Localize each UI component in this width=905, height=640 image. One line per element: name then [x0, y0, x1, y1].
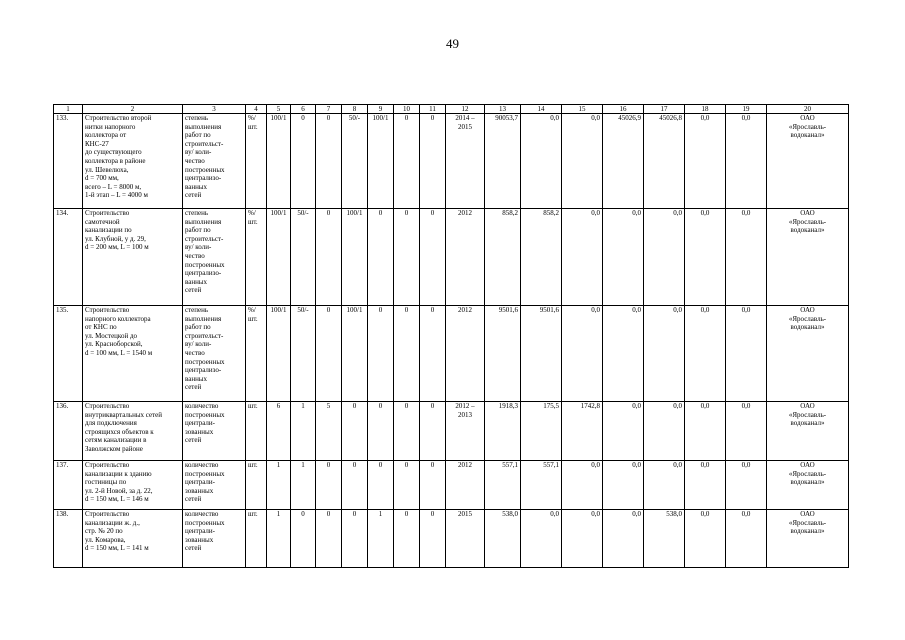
value-2016-cell: 0: [394, 114, 420, 209]
unit-cell: %/ шт.: [246, 114, 267, 209]
indicator-name-cell: степень выполнения работ по строительст- ву/ коли- чество построенных централизо- ванных сетей: [183, 306, 246, 402]
funding-2013-cell: 0,0: [562, 510, 603, 568]
value-2014-cell: 0: [342, 461, 368, 510]
funding-total-cell: 557,1: [485, 461, 521, 510]
column-number: 18: [685, 105, 726, 114]
column-number: 13: [485, 105, 521, 114]
row-number-cell: 134.: [54, 209, 83, 306]
funding-2012-cell: 9501,6: [521, 306, 562, 402]
table-row: [54, 209, 849, 306]
value-2012-cell: 0: [291, 114, 316, 209]
column-number: 3: [183, 105, 246, 114]
value-2012-cell: 0: [291, 510, 316, 568]
value-2015-cell: 0: [368, 306, 394, 402]
funding-2012-cell: 0,0: [521, 510, 562, 568]
column-number: 16: [603, 105, 644, 114]
column-number: 15: [562, 105, 603, 114]
funding-total-cell: 9501,6: [485, 306, 521, 402]
funding-2015-cell: 0,0: [644, 402, 685, 461]
value-2013-cell: 0: [316, 114, 342, 209]
value-2016-cell: 0: [394, 209, 420, 306]
row-number-cell: 133.: [54, 114, 83, 209]
table-row: [54, 402, 849, 461]
unit-cell: шт.: [246, 402, 267, 461]
funding-2013-cell: 0,0: [562, 461, 603, 510]
table-row: [54, 461, 849, 510]
value-2012-cell: 50/-: [291, 306, 316, 402]
value-2015-cell: 1: [368, 510, 394, 568]
measure-name-cell: Строительство самотечной канализации по ул. Клубной, у д. 29, d = 200 мм, L = 100 м: [83, 209, 183, 306]
value-2014-cell: 100/1: [342, 209, 368, 306]
value-2013-cell: 0: [316, 306, 342, 402]
value-2015-cell: 0: [368, 461, 394, 510]
funding-2012-cell: 557,1: [521, 461, 562, 510]
table-row: [54, 510, 849, 568]
funding-2017-cell: 0,0: [726, 461, 767, 510]
column-number: 4: [246, 105, 267, 114]
indicator-name-cell: количество построенных централи- зованных сетей: [183, 402, 246, 461]
column-number: 6: [291, 105, 316, 114]
funding-2017-cell: 0,0: [726, 209, 767, 306]
value-2013-cell: 0: [316, 510, 342, 568]
value-2014-cell: 0: [342, 402, 368, 461]
funding-2016-cell: 0,0: [685, 510, 726, 568]
period-cell: 2012: [446, 461, 485, 510]
column-number: 20: [767, 105, 849, 114]
indicator-name-cell: количество построенных централи- зованных сетей: [183, 461, 246, 510]
funding-2014-cell: 0,0: [603, 209, 644, 306]
value-2014-cell: 100/1: [342, 306, 368, 402]
indicator-name-cell: количество построенных централи- зованных сетей: [183, 510, 246, 568]
funding-2012-cell: 0,0: [521, 114, 562, 209]
funding-2015-cell: 0,0: [644, 306, 685, 402]
funding-2013-cell: 0,0: [562, 114, 603, 209]
measure-name-cell: Строительство второй нитки напорного коллектора от КНС-27 до существующего коллектора в районе ул. Шевелюха, d = 700 мм, всего – L = 8000 м, 1-й этап – L = 4000 м: [83, 114, 183, 209]
column-number-row: [54, 105, 849, 114]
column-number: 9: [368, 105, 394, 114]
executor-cell: ОАО «Ярославль- водоканал»: [767, 114, 849, 209]
value-2016-cell: 0: [394, 461, 420, 510]
target-value-cell: 1: [267, 510, 291, 568]
funding-2017-cell: 0,0: [726, 510, 767, 568]
value-2017-cell: 0: [420, 209, 446, 306]
executor-cell: ОАО «Ярославль- водоканал»: [767, 510, 849, 568]
measure-name-cell: Строительство канализации к зданию гостиницы по ул. 2-й Новой, за д. 22, d = 150 мм, L = 146 м: [83, 461, 183, 510]
funding-total-cell: 538,0: [485, 510, 521, 568]
value-2015-cell: 0: [368, 209, 394, 306]
column-number: 11: [420, 105, 446, 114]
measure-name-cell: Строительство напорного коллектора от КНС по ул. Мостецкой до ул. Красноборской, d = 100 мм, L = 1540 м: [83, 306, 183, 402]
executor-cell: ОАО «Ярославль- водоканал»: [767, 461, 849, 510]
target-value-cell: 100/1: [267, 114, 291, 209]
period-cell: 2012: [446, 306, 485, 402]
value-2016-cell: 0: [394, 402, 420, 461]
funding-2016-cell: 0,0: [685, 461, 726, 510]
executor-cell: ОАО «Ярославль- водоканал»: [767, 306, 849, 402]
funding-2016-cell: 0,0: [685, 114, 726, 209]
value-2017-cell: 0: [420, 114, 446, 209]
funding-total-cell: 858,2: [485, 209, 521, 306]
funding-2012-cell: 175,5: [521, 402, 562, 461]
value-2014-cell: 0: [342, 510, 368, 568]
row-number-cell: 135.: [54, 306, 83, 402]
unit-cell: шт.: [246, 510, 267, 568]
value-2017-cell: 0: [420, 510, 446, 568]
row-number-cell: 136.: [54, 402, 83, 461]
value-2015-cell: 0: [368, 402, 394, 461]
value-2013-cell: 0: [316, 209, 342, 306]
funding-2014-cell: 45026,9: [603, 114, 644, 209]
indicator-name-cell: степень выполнения работ по строительст- ву/ коли- чество построенных централизо- ванных сетей: [183, 114, 246, 209]
value-2012-cell: 50/-: [291, 209, 316, 306]
unit-cell: %/ шт.: [246, 306, 267, 402]
target-value-cell: 6: [267, 402, 291, 461]
funding-2017-cell: 0,0: [726, 402, 767, 461]
funding-2015-cell: 45026,8: [644, 114, 685, 209]
period-cell: 2012: [446, 209, 485, 306]
funding-total-cell: 90053,7: [485, 114, 521, 209]
column-number: 2: [83, 105, 183, 114]
target-value-cell: 100/1: [267, 306, 291, 402]
column-number: 14: [521, 105, 562, 114]
funding-2012-cell: 858,2: [521, 209, 562, 306]
executor-cell: ОАО «Ярославль- водоканал»: [767, 402, 849, 461]
value-2017-cell: 0: [420, 402, 446, 461]
value-2016-cell: 0: [394, 510, 420, 568]
funding-2017-cell: 0,0: [726, 114, 767, 209]
period-cell: 2012 – 2013: [446, 402, 485, 461]
funding-2016-cell: 0,0: [685, 402, 726, 461]
funding-2014-cell: 0,0: [603, 306, 644, 402]
unit-cell: %/ шт.: [246, 209, 267, 306]
target-value-cell: 1: [267, 461, 291, 510]
value-2016-cell: 0: [394, 306, 420, 402]
measure-name-cell: Строительство канализации ж. д., стр. № 20 по ул. Комарова, d = 150 мм, L = 141 м: [83, 510, 183, 568]
funding-2017-cell: 0,0: [726, 306, 767, 402]
value-2012-cell: 1: [291, 402, 316, 461]
value-2012-cell: 1: [291, 461, 316, 510]
indicator-name-cell: степень выполнения работ по строительст- ву/ коли- чество построенных централизо- ванных сетей: [183, 209, 246, 306]
value-2014-cell: 50/-: [342, 114, 368, 209]
funding-2014-cell: 0,0: [603, 402, 644, 461]
measure-name-cell: Строительство внутриквартальных сетей для подключения строящихся объектов к сетям канализации в Заволжском районе: [83, 402, 183, 461]
page-number: 49: [446, 36, 459, 51]
column-number: 17: [644, 105, 685, 114]
funding-total-cell: 1918,3: [485, 402, 521, 461]
funding-2014-cell: 0,0: [603, 461, 644, 510]
unit-cell: шт.: [246, 461, 267, 510]
period-cell: 2015: [446, 510, 485, 568]
executor-cell: ОАО «Ярославль- водоканал»: [767, 209, 849, 306]
column-number: 7: [316, 105, 342, 114]
column-number: 10: [394, 105, 420, 114]
program-table: [53, 104, 849, 568]
table-row: [54, 114, 849, 209]
funding-2016-cell: 0,0: [685, 306, 726, 402]
period-cell: 2014 – 2015: [446, 114, 485, 209]
funding-2015-cell: 0,0: [644, 209, 685, 306]
column-number: 12: [446, 105, 485, 114]
funding-2013-cell: 0,0: [562, 306, 603, 402]
table-row: [54, 306, 849, 402]
funding-2013-cell: 1742,8: [562, 402, 603, 461]
funding-2015-cell: 538,0: [644, 510, 685, 568]
row-number-cell: 138.: [54, 510, 83, 568]
value-2015-cell: 100/1: [368, 114, 394, 209]
column-number: 1: [54, 105, 83, 114]
value-2017-cell: 0: [420, 306, 446, 402]
funding-2014-cell: 0,0: [603, 510, 644, 568]
funding-2013-cell: 0,0: [562, 209, 603, 306]
value-2013-cell: 0: [316, 461, 342, 510]
column-number: 19: [726, 105, 767, 114]
value-2017-cell: 0: [420, 461, 446, 510]
value-2013-cell: 5: [316, 402, 342, 461]
column-number: 8: [342, 105, 368, 114]
funding-2015-cell: 0,0: [644, 461, 685, 510]
target-value-cell: 100/1: [267, 209, 291, 306]
funding-2016-cell: 0,0: [685, 209, 726, 306]
column-number: 5: [267, 105, 291, 114]
row-number-cell: 137.: [54, 461, 83, 510]
